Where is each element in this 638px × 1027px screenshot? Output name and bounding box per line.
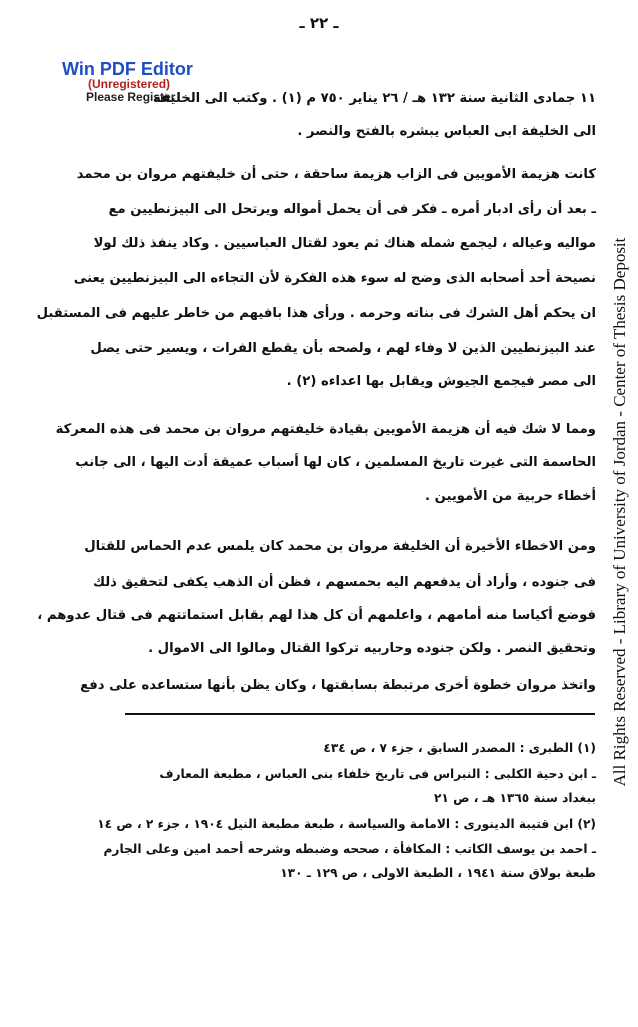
footnote-line: (٢) ابن قتيبة الدينورى : الامامة والسياسة ، طبعة مطبعة النيل ١٩٠٤ ، جزء ٢ ، ص ١٤ <box>97 817 596 831</box>
footnote-line: ببغداد سنة ١٣٦٥ هـ ، ص ٢١ <box>433 791 596 805</box>
watermark-register-prompt: Please Register <box>86 90 176 104</box>
side-copyright-note <box>606 32 634 992</box>
body-line: مواليه وعياله ، ليجمع شمله هناك ثم يعود لقتال العباسيين . وكاد ينفذ ذلك لولا <box>93 236 596 251</box>
body-line: وتحقيق النصر . ولكن جنوده وحاربيه تركوا القتال ومالوا الى الاموال . <box>148 641 596 656</box>
footnote-line: ـ احمد بن يوسف الكاتب : المكافأة ، صححه وضبطه وشرحه أحمد امين وعلى الجارم <box>103 842 596 856</box>
watermark-status: (Unregistered) <box>88 77 171 91</box>
body-line: ان يحكم أهل الشرك فى بناته وحرمه . ورأى هذا بافيهم من خاطر عليهم فى المستقبل <box>36 306 596 321</box>
page-number: ـ ٢٢ ـ <box>299 14 339 32</box>
body-line: ـ بعد أن رأى ادبار أمره ـ فكر فى أن يحمل أمواله ويرتحل الى البيزنطيين مع <box>108 202 596 217</box>
footnote-divider <box>125 713 595 715</box>
watermark-title: Win PDF Editor <box>62 59 193 79</box>
footnote-line: (١) الطبرى : المصدر السابق ، جزء ٧ ، ص ٤٣٤ <box>323 741 596 755</box>
body-line: ١١ جمادى الثانية سنة ١٣٢ هـ / ٢٦ يناير ٧٥٠ م (١) . وكتب الى الخليفة <box>152 91 596 106</box>
body-line: كانت هزيمة الأمويين فى الزاب هزيمة ساحقة ، حتى أن خليفتهم مروان بن محمد <box>76 167 596 182</box>
body-line: أخطاء حربية من الأمويين . <box>425 489 596 504</box>
body-line: فى جنوده ، وأراد أن يدفعهم اليه بحمسهم ، فظن أن الذهب يكفى لتحقيق ذلك <box>92 575 596 590</box>
body-line: فوضع أكياسا منه أمامهم ، واعلمهم أن كل هذا لهم بقابل استماتتهم فى قتال عدوهم ، <box>37 608 596 623</box>
body-line: الحاسمة التى غيرت تاريخ المسلمين ، كان لها أسباب عميقة أدت اليها ، الى جانب <box>75 455 596 470</box>
body-line: واتخذ مروان خطوة أخرى مرتبطة بسابقتها ، وكان يظن بأنها ستساعده على دفع <box>80 678 596 693</box>
body-line: ومما لا شك فيه أن هزيمة الأمويين بقيادة خليفتهم مروان بن محمد فى هذه المعركة <box>55 422 596 437</box>
body-line: الى مصر فيجمع الجيوش ويقابل بها اعداءه (٢) . <box>286 374 596 389</box>
body-line: نصيحة أحد أصحابه الذى وضح له سوء هذه الفكرة لأن التجاءه الى البيزنطيين يعنى <box>73 271 596 286</box>
side-copyright-text: All Rights Reserved - Library of University of Jordan - Center of Thesis Deposit <box>610 237 629 787</box>
footnote-line: طبعة بولاق سنة ١٩٤١ ، الطبعة الاولى ، ص ١٢٩ ـ ١٣٠ <box>280 866 596 880</box>
body-line: الى الخليفة ابى العباس يبشره بالفتح والنصر . <box>297 124 596 139</box>
body-line: عند البيزنطيين الذين لا وفاء لهم ، ولصحه بأن يقطع الفرات ، ويسير حتى يصل <box>90 341 596 356</box>
footnote-line: ـ ابن دحية الكلبى : النبراس فى تاريخ خلفاء بنى العباس ، مطبعة المعارف <box>159 767 596 781</box>
body-line: ومن الاخطاء الأخيرة أن الخليفة مروان بن محمد كان يلمس عدم الحماس للقتال <box>84 539 596 554</box>
